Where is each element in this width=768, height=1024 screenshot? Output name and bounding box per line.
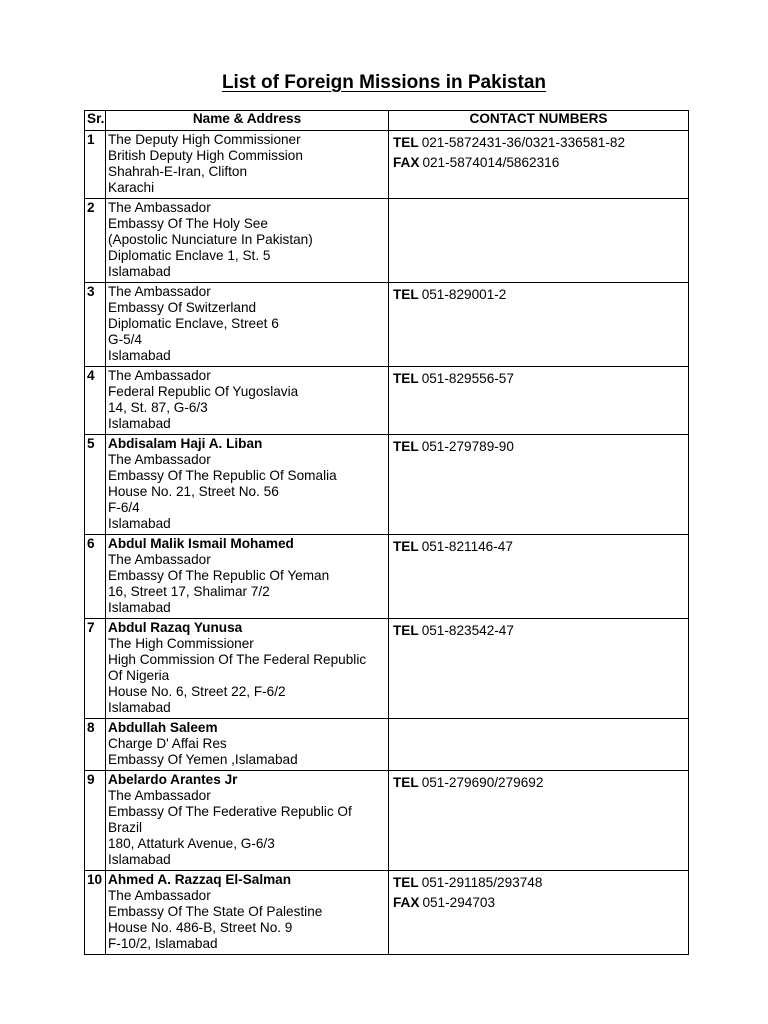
column-header-name: Name & Address [106, 111, 389, 131]
address-line: Federal Republic Of Yugoslavia [108, 384, 299, 399]
contact-type-label: TEL [393, 287, 419, 302]
address-line: G-5/4 [108, 332, 142, 347]
contact-type-label: TEL [393, 539, 419, 554]
table-row [85, 771, 689, 871]
address-line: Islamabad [108, 700, 171, 715]
address-line: Karachi [108, 180, 155, 195]
mission-head-name: Abdul Malik Ismail Mohamed [108, 536, 294, 551]
address-line: Islamabad [108, 348, 171, 363]
name-address-cell [106, 719, 389, 771]
address-line: (Apostolic Nunciature In Pakistan) [108, 232, 313, 247]
address-line: Diplomatic Enclave, Street 6 [108, 316, 279, 331]
contact-type-label: TEL [393, 875, 419, 890]
contact-line [393, 893, 686, 913]
address-line: House No. 486-B, Street No. 9 [108, 920, 293, 935]
contact-type-label: FAX [393, 155, 420, 170]
contact-type-label: FAX [393, 895, 420, 910]
phone-number: 051-279789-90 [421, 439, 514, 454]
name-address-cell [106, 283, 389, 367]
address-line: 14, St. 87, G-6/3 [108, 400, 208, 415]
address-line: The Ambassador [108, 452, 211, 467]
address-line: Islamabad [108, 516, 171, 531]
address-line: The Ambassador [108, 284, 211, 299]
table-row [85, 283, 689, 367]
contact-type-label: TEL [393, 135, 419, 150]
contact-numbers-cell [389, 535, 689, 619]
contact-numbers-cell [389, 719, 689, 771]
contact-line [393, 873, 686, 893]
contact-line [393, 773, 686, 793]
phone-number: 051-294703 [422, 895, 496, 910]
mission-head-name: Abelardo Arantes Jr [108, 772, 238, 787]
row-serial-number: 4 [85, 367, 106, 435]
row-serial-number: 9 [85, 771, 106, 871]
contact-line [393, 153, 686, 173]
contact-type-label: TEL [393, 775, 419, 790]
address-line: Embassy Of The Republic Of Somalia [108, 468, 337, 483]
row-serial-number: 7 [85, 619, 106, 719]
address-line: Embassy Of Switzerland [108, 300, 257, 315]
name-address-cell [106, 131, 389, 199]
address-line: Islamabad [108, 416, 171, 431]
address-line: The Ambassador [108, 888, 211, 903]
name-address-cell [106, 535, 389, 619]
address-line: F-6/4 [108, 500, 140, 515]
row-serial-number: 6 [85, 535, 106, 619]
address-line: Diplomatic Enclave 1, St. 5 [108, 248, 271, 263]
address-line: 180, Attaturk Avenue, G-6/3 [108, 836, 275, 851]
contact-numbers-cell [389, 619, 689, 719]
contact-line [393, 537, 686, 557]
address-line: House No. 6, Street 22, F-6/2 [108, 684, 286, 699]
address-line: Embassy Of The Holy See [108, 216, 268, 231]
address-line: Embassy Of The Republic Of Yeman [108, 568, 330, 583]
address-line: The Deputy High Commissioner [108, 132, 301, 147]
mission-head-name: Abdisalam Haji A. Liban [108, 436, 263, 451]
contact-line [393, 133, 686, 153]
address-line: House No. 21, Street No. 56 [108, 484, 279, 499]
contact-type-label: TEL [393, 439, 419, 454]
name-address-cell [106, 367, 389, 435]
name-address-cell [106, 435, 389, 535]
address-line: Embassy Of The Federative Republic Of [108, 804, 352, 819]
phone-number: 021-5872431-36/0321-336581-82 [421, 135, 626, 150]
address-line: Charge D' Affai Res [108, 736, 227, 751]
name-address-cell [106, 871, 389, 955]
missions-table [84, 110, 689, 955]
row-serial-number: 1 [85, 131, 106, 199]
address-line: Brazil [108, 820, 142, 835]
row-serial-number: 10 [85, 871, 106, 955]
address-line: The Ambassador [108, 368, 211, 383]
phone-number: 051-829001-2 [421, 287, 507, 302]
phone-number: 051-823542-47 [421, 623, 514, 638]
address-line: British Deputy High Commission [108, 148, 303, 163]
address-line: Shahrah-E-Iran, Clifton [108, 164, 248, 179]
table-row [85, 535, 689, 619]
address-line: The High Commissioner [108, 636, 254, 651]
address-line: High Commission Of The Federal Republic [108, 652, 367, 667]
address-line: The Ambassador [108, 552, 211, 567]
address-line: 16, Street 17, Shalimar 7/2 [108, 584, 270, 599]
table-row [85, 871, 689, 955]
phone-number: 051-279690/279692 [421, 775, 544, 790]
contact-type-label: TEL [393, 371, 419, 386]
name-address-cell [106, 771, 389, 871]
address-line: Embassy Of The State Of Palestine [108, 904, 323, 919]
address-line: The Ambassador [108, 200, 211, 215]
contact-numbers-cell [389, 199, 689, 283]
contact-numbers-cell [389, 435, 689, 535]
phone-number: 051-291185/293748 [421, 875, 543, 890]
table-row [85, 619, 689, 719]
name-address-cell [106, 619, 389, 719]
table-header-row [85, 111, 689, 131]
address-line: Islamabad [108, 600, 171, 615]
contact-line [393, 437, 686, 457]
contact-numbers-cell [389, 367, 689, 435]
address-line: Embassy Of Yemen ,Islamabad [108, 752, 298, 767]
phone-number: 021-5874014/5862316 [422, 155, 560, 170]
table-row [85, 435, 689, 535]
address-line: Of Nigeria [108, 668, 170, 683]
contact-numbers-cell [389, 131, 689, 199]
contact-numbers-cell [389, 283, 689, 367]
address-line: The Ambassador [108, 788, 211, 803]
phone-number: 051-821146-47 [421, 539, 513, 554]
table-row [85, 367, 689, 435]
row-serial-number: 3 [85, 283, 106, 367]
column-header-contact: CONTACT NUMBERS [389, 111, 689, 131]
mission-head-name: Ahmed A. Razzaq El-Salman [108, 872, 292, 887]
contact-line [393, 369, 686, 389]
table-row [85, 719, 689, 771]
table-body [85, 131, 689, 955]
column-header-sr: Sr. [85, 111, 106, 131]
address-line: Islamabad [108, 852, 171, 867]
contact-type-label: TEL [393, 623, 419, 638]
page-title: List of Foreign Missions in Pakistan [221, 72, 547, 93]
name-address-cell [106, 199, 389, 283]
mission-head-name: Abdullah Saleem [108, 720, 218, 735]
contact-numbers-cell [389, 771, 689, 871]
table-row [85, 199, 689, 283]
table-row [85, 131, 689, 199]
row-serial-number: 5 [85, 435, 106, 535]
address-line: F-10/2, Islamabad [108, 936, 218, 951]
address-line: Islamabad [108, 264, 171, 279]
row-serial-number: 8 [85, 719, 106, 771]
contact-line [393, 621, 686, 641]
mission-head-name: Abdul Razaq Yunusa [108, 620, 243, 635]
row-serial-number: 2 [85, 199, 106, 283]
phone-number: 051-829556-57 [421, 371, 514, 386]
contact-line [393, 285, 686, 305]
contact-numbers-cell [389, 871, 689, 955]
